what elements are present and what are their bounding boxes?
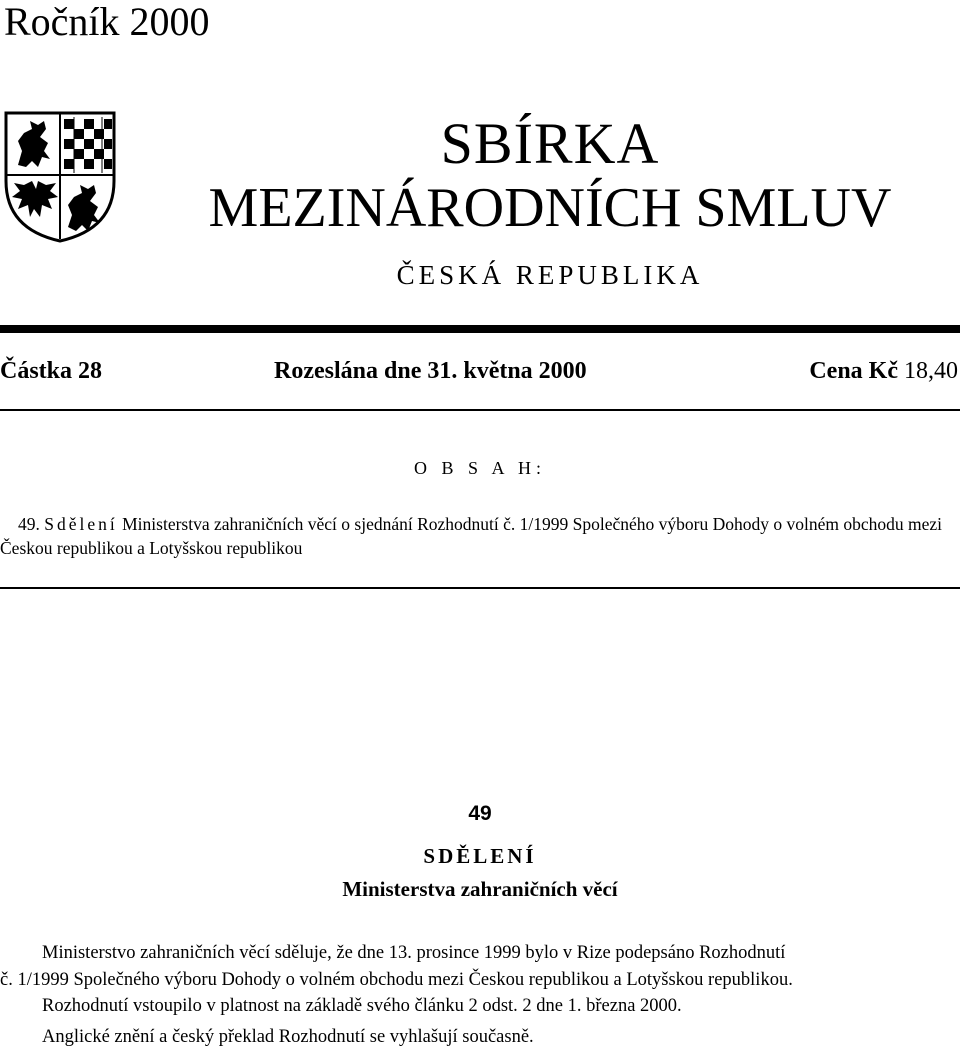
- collection-title-line2: MEZINÁRODNÍCH SMLUV: [208, 177, 892, 239]
- paragraph-1: [0, 940, 960, 994]
- issue-number: Částka 28: [0, 358, 103, 384]
- paragraph-3: Anglické znění a český překlad Rozhodnutí se vyhlašují současně.: [42, 1027, 534, 1047]
- price-value: 18,40: [904, 358, 958, 384]
- divider: [0, 409, 960, 411]
- document-issuer: Ministerstva zahraničních věcí: [342, 877, 618, 901]
- price-label: Cena Kč: [809, 358, 898, 384]
- document-number: 49: [468, 802, 492, 825]
- contents-entry: [0, 512, 960, 560]
- paragraph-1-line2: č. 1/1999 Společného výboru Dohody o volném obchodu mezi Českou republikou a Lotyšskou republikou.: [0, 970, 793, 990]
- document-type: SDĚLENÍ: [423, 844, 537, 868]
- entry-text-line2: Českou republikou a Lotyšskou republikou: [0, 538, 303, 558]
- country-name: ČESKÁ REPUBLIKA: [396, 260, 704, 290]
- sent-date: Rozeslána dne 31. května 2000: [274, 358, 587, 384]
- collection-title-line1: SBÍRKA: [440, 111, 660, 176]
- czech-coat-of-arms-icon: [4, 111, 116, 243]
- contents-heading: O B S A H:: [413, 458, 547, 478]
- divider: [0, 587, 960, 589]
- price: [809, 356, 958, 386]
- entry-text-line1: Ministerstva zahraničních věcí o sjednání Rozhodnutí č. 1/1999 Společného výboru Dohody o volném obchodu mezi: [122, 514, 943, 534]
- entry-number: 49.: [18, 514, 40, 534]
- entry-type: Sdělení: [44, 514, 118, 534]
- paragraph-2: Rozhodnutí vstoupilo v platnost na základě svého článku 2 odst. 2 dne 1. března 2000.: [42, 996, 682, 1016]
- thick-divider: [0, 325, 960, 333]
- volume-title: Ročník 2000: [4, 0, 210, 44]
- paragraph-1-line1: Ministerstvo zahraničních věcí sděluje, že dne 13. prosince 1999 bylo v Rize podepsáno Rozhodnutí: [42, 943, 786, 963]
